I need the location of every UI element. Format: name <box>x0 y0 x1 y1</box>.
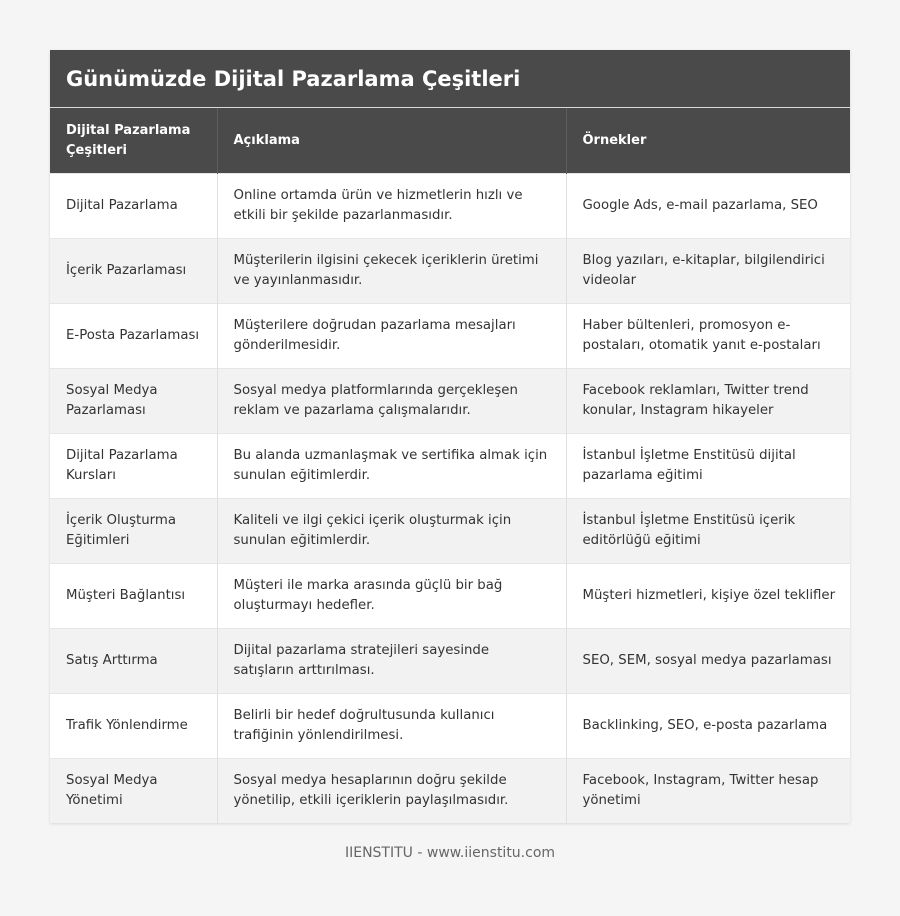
cell-description: Müşteri ile marka arasında güçlü bir bağ oluşturmayı hedefler. <box>217 564 566 629</box>
cell-description: Müşterilere doğrudan pazarlama mesajları gönderilmesidir. <box>217 304 566 369</box>
column-header-examples: Örnekler <box>566 108 850 174</box>
footer-credit: IIENSTITU - www.iienstitu.com <box>344 845 556 861</box>
table-row <box>50 369 850 434</box>
cell-type: İçerik Pazarlaması <box>50 239 217 304</box>
cell-type: Sosyal Medya Pazarlaması <box>50 369 217 434</box>
cell-type: E-Posta Pazarlaması <box>50 304 217 369</box>
table-row <box>50 694 850 759</box>
cell-examples: SEO, SEM, sosyal medya pazarlaması <box>566 629 850 694</box>
table-row <box>50 629 850 694</box>
cell-description: Online ortamda ürün ve hizmetlerin hızlı ve etkili bir şekilde pazarlanmasıdır. <box>217 174 566 239</box>
cell-type: Müşteri Bağlantısı <box>50 564 217 629</box>
cell-examples: Backlinking, SEO, e-posta pazarlama <box>566 694 850 759</box>
cell-description: Bu alanda uzmanlaşmak ve sertifika almak için sunulan eğitimlerdir. <box>217 434 566 499</box>
cell-type: Dijital Pazarlama Kursları <box>50 434 217 499</box>
cell-examples: Facebook reklamları, Twitter trend konular, Instagram hikayeler <box>566 369 850 434</box>
cell-examples: Haber bültenleri, promosyon e-postaları, otomatik yanıt e-postaları <box>566 304 850 369</box>
table-title: Günümüzde Dijital Pazarlama Çeşitleri <box>50 50 850 108</box>
column-header-description: Açıklama <box>217 108 566 174</box>
cell-type: Dijital Pazarlama <box>50 174 217 239</box>
table-row <box>50 499 850 564</box>
cell-examples: İstanbul İşletme Enstitüsü dijital pazarlama eğitimi <box>566 434 850 499</box>
column-header-type: Dijital Pazarlama Çeşitleri <box>50 108 217 174</box>
table-row <box>50 239 850 304</box>
cell-description: Müşterilerin ilgisini çekecek içeriklerin üretimi ve yayınlanmasıdır. <box>217 239 566 304</box>
cell-examples: Google Ads, e-mail pazarlama, SEO <box>566 174 850 239</box>
cell-examples: İstanbul İşletme Enstitüsü içerik editörlüğü eğitimi <box>566 499 850 564</box>
cell-type: İçerik Oluşturma Eğitimleri <box>50 499 217 564</box>
cell-examples: Blog yazıları, e-kitaplar, bilgilendirici videolar <box>566 239 850 304</box>
cell-type: Sosyal Medya Yönetimi <box>50 759 217 824</box>
data-table <box>50 108 850 823</box>
header-row <box>50 108 850 174</box>
table-row <box>50 759 850 824</box>
table-row <box>50 304 850 369</box>
table-row <box>50 174 850 239</box>
table-row <box>50 564 850 629</box>
cell-description: Kaliteli ve ilgi çekici içerik oluşturmak için sunulan eğitimlerdir. <box>217 499 566 564</box>
cell-description: Belirli bir hedef doğrultusunda kullanıcı trafiğinin yönlendirilmesi. <box>217 694 566 759</box>
table-card <box>50 50 850 823</box>
cell-examples: Facebook, Instagram, Twitter hesap yönetimi <box>566 759 850 824</box>
cell-examples: Müşteri hizmetleri, kişiye özel teklifler <box>566 564 850 629</box>
cell-type: Trafik Yönlendirme <box>50 694 217 759</box>
cell-description: Sosyal medya hesaplarının doğru şekilde yönetilip, etkili içeriklerin paylaşılmasıdır. <box>217 759 566 824</box>
cell-description: Sosyal medya platformlarında gerçekleşen reklam ve pazarlama çalışmalarıdır. <box>217 369 566 434</box>
table-row <box>50 434 850 499</box>
cell-description: Dijital pazarlama stratejileri sayesinde satışların arttırılması. <box>217 629 566 694</box>
cell-type: Satış Arttırma <box>50 629 217 694</box>
